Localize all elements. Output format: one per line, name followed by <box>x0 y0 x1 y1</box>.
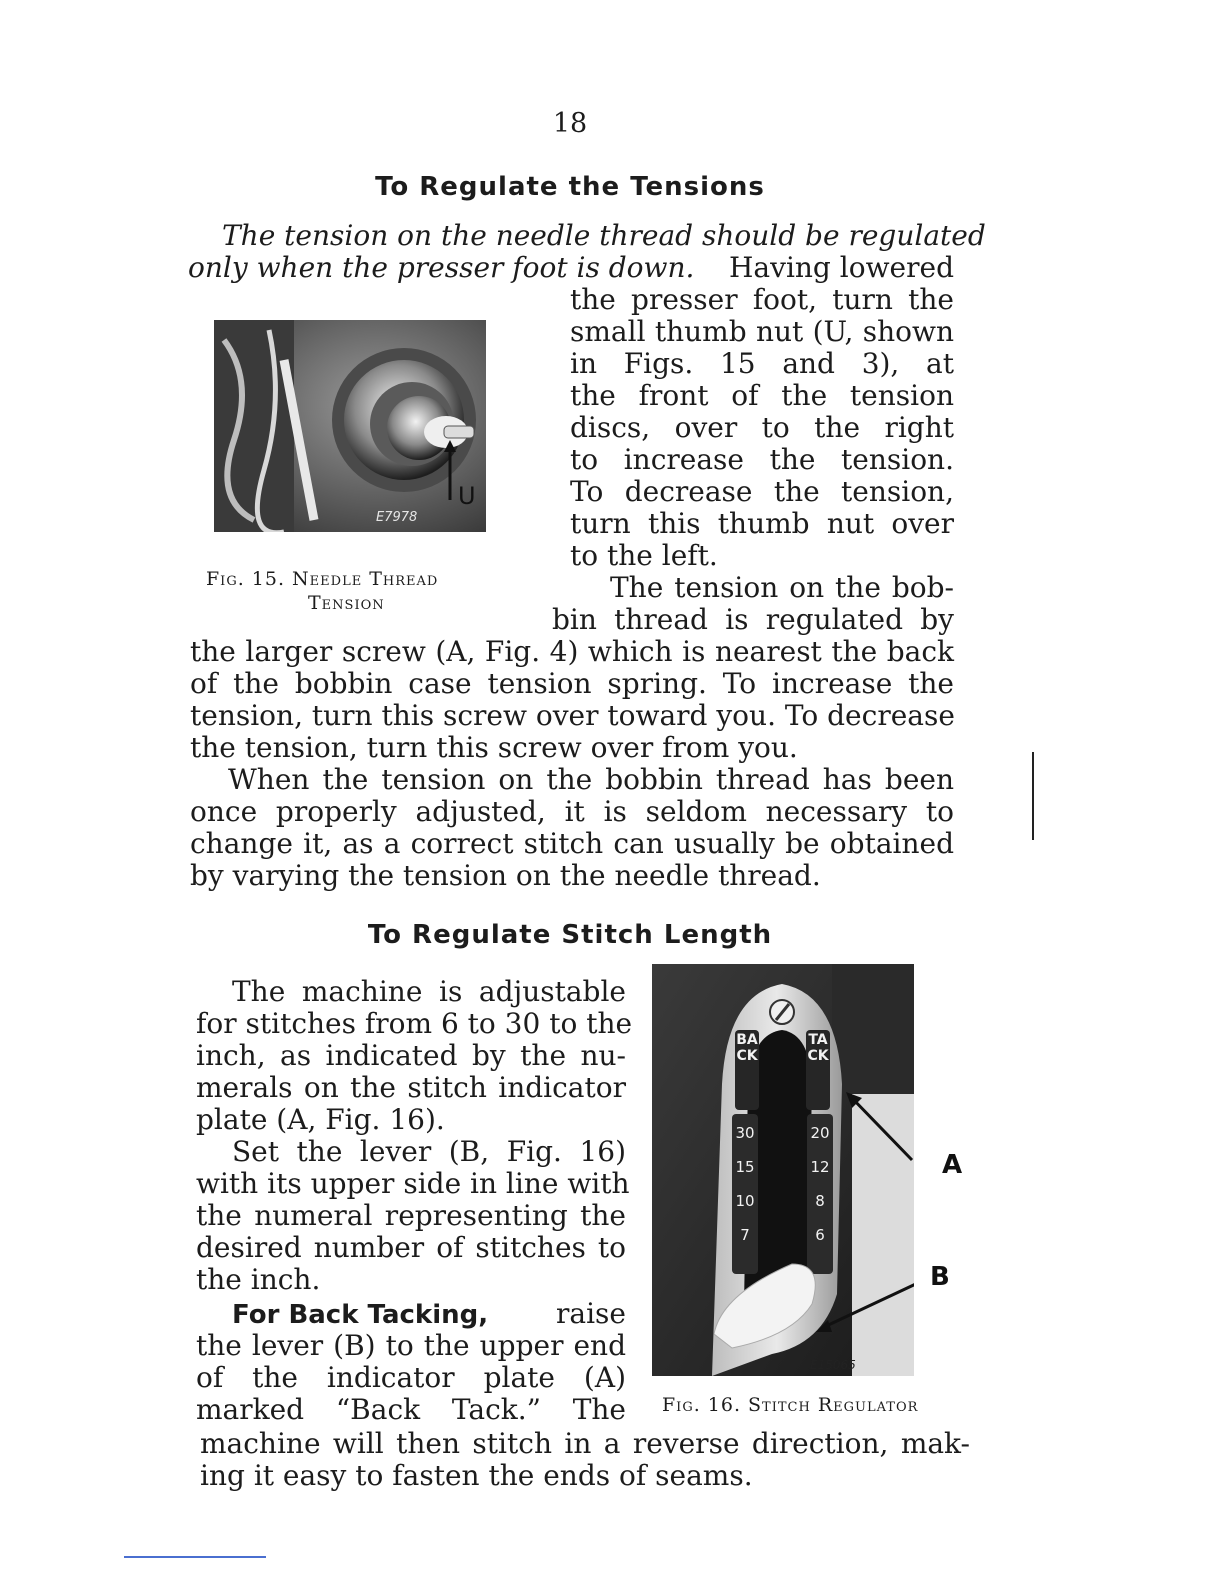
stitch-full-line: machine will then stitch in a reverse direction, mak- <box>200 1427 970 1460</box>
figure-15-plate-code: E7978 <box>376 510 418 525</box>
figure-15-photo <box>214 320 486 532</box>
stitch-regulator-illustration <box>652 964 914 1376</box>
tensions-full-line: the larger screw (A, Fig. 4) which is nearest the back <box>190 635 954 668</box>
dial-left-number: 15 <box>735 1158 755 1176</box>
tensions-full-line: once properly adjusted, it is seldom necessary to <box>190 795 954 828</box>
figure-16-plate-code: E15065 <box>810 1358 856 1372</box>
back-tacking-bold: For Back Tacking, <box>232 1300 489 1330</box>
tensions-heading: To Regulate the Tensions <box>375 172 765 202</box>
scan-blue-line <box>124 1556 266 1558</box>
tensions-wrap-line: To decrease the tension, <box>570 475 954 508</box>
tensions-wrap-line: in Figs. 15 and 3), at <box>570 347 954 380</box>
back-tacking-rest: raise <box>556 1297 626 1330</box>
tensions-wrap-line: turn this thumb nut over <box>570 507 954 540</box>
dial-left-number: 10 <box>735 1192 755 1210</box>
tensions-wrap-line: to the left. <box>570 539 718 572</box>
stitch-wrap-line: plate (A, Fig. 16). <box>196 1103 445 1136</box>
tensions-wrap-line: bin thread is regulated by <box>552 603 954 636</box>
scan-edge-mark <box>1032 752 1034 840</box>
tensions-full-line: the tension, turn this screw over from you. <box>190 731 798 764</box>
dial-tack-label: TACK <box>807 1032 829 1064</box>
stitch-heading: To Regulate Stitch Length <box>367 920 773 950</box>
stitch-wrap-line: merals on the stitch indicator <box>196 1071 626 1104</box>
dial-right-number: 8 <box>815 1192 825 1210</box>
dial-back-label: BACK <box>736 1032 758 1064</box>
tensions-line-2-rest: Having lowered <box>729 251 954 284</box>
dial-right-number: 12 <box>810 1158 830 1176</box>
figure-16-photo <box>652 964 914 1376</box>
dial-left-number: 7 <box>740 1226 750 1244</box>
stitch-wrap-line: of the indicator plate (A) <box>196 1361 626 1394</box>
figure-15-label-u: U <box>458 482 476 510</box>
tensions-wrap-line: the presser foot, turn the <box>570 283 954 316</box>
tensions-line-1: The tension on the needle thread should be regulated <box>222 219 986 252</box>
stitch-wrap-line: with its upper side in line with <box>196 1167 630 1200</box>
tensions-wrap-line: the front of the tension <box>570 379 954 412</box>
needle-thread-tension-illustration <box>214 320 486 532</box>
stitch-wrap-line: the numeral representing the <box>196 1199 626 1232</box>
tensions-line-2 <box>188 252 954 284</box>
figure-16-label-a: A <box>942 1150 963 1180</box>
tensions-wrap-line: to increase the tension. <box>570 443 954 476</box>
stitch-full-line: ing it easy to fasten the ends of seams. <box>200 1459 753 1492</box>
page-number: 18 <box>552 108 588 139</box>
stitch-wrap-line: The machine is adjustable <box>232 975 626 1008</box>
stitch-wrap-line: desired number of stitches to <box>196 1231 626 1264</box>
dial-left-number: 30 <box>735 1124 755 1142</box>
tensions-full-line: When the tension on the bobbin thread has been <box>228 763 954 796</box>
back-tacking-line <box>232 1298 626 1331</box>
figure-15-caption-line-2: Tension <box>308 592 385 614</box>
stitch-wrap-line: for stitches from 6 to 30 to the <box>196 1007 633 1040</box>
dial-right-number: 6 <box>815 1226 825 1244</box>
figure-16-caption: Fig. 16. Stitch Regulator <box>662 1394 919 1416</box>
tensions-full-line: of the bobbin case tension spring. To increase the <box>190 667 954 700</box>
figure-16-label-b: B <box>930 1262 950 1292</box>
tensions-wrap-line: The tension on the bob- <box>610 571 954 604</box>
stitch-wrap-line: the inch. <box>196 1263 321 1296</box>
dial-right-number: 20 <box>810 1124 830 1142</box>
figure-15-caption-line-1: Fig. 15. Needle Thread <box>206 568 439 590</box>
tensions-full-line: tension, turn this screw over toward you. To decrease <box>190 699 955 732</box>
stitch-wrap-line: marked “Back Tack.” The <box>196 1393 626 1426</box>
stitch-wrap-line: the lever (B) to the upper end <box>196 1329 626 1362</box>
stitch-wrap-line: inch, as indicated by the nu- <box>196 1039 626 1072</box>
tensions-wrap-line: discs, over to the right <box>570 411 954 444</box>
stitch-wrap-line: Set the lever (B, Fig. 16) <box>232 1135 626 1168</box>
tensions-wrap-line: small thumb nut (U, shown <box>570 315 954 348</box>
tensions-full-line: by varying the tension on the needle thread. <box>190 859 821 892</box>
tensions-line-2-italic: only when the presser foot is down. <box>188 251 695 284</box>
tensions-full-line: change it, as a correct stitch can usually be obtained <box>190 827 954 860</box>
